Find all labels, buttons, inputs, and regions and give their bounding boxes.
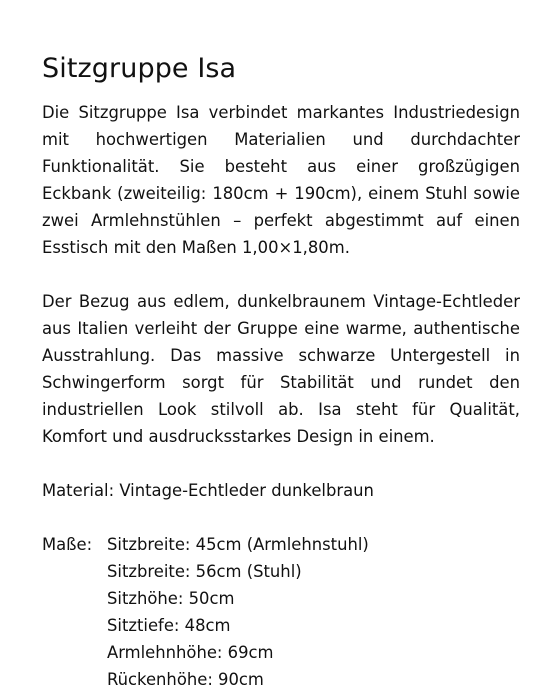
description-paragraph-1: Die Sitzgruppe Isa verbindet markantes Industriedesign mit hochwertigen Materialien und durchdachter Funktionalität. Sie besteht aus einer großzügigen Eckbank (zweiteilig: 180cm + 190cm), einem Stuhl sowie zwei Armlehnstühlen – perfekt abgestimmt auf einen Esstisch mit den Maßen 1,00×1,80m. (42, 103, 520, 257)
dimensions-label: Maße: (42, 535, 93, 554)
paragraph-spacer (42, 261, 520, 288)
dimension-item: Armlehnhöhe: 69cm (107, 643, 274, 662)
dimension-item: Rückenhöhe: 90cm (107, 670, 264, 689)
page-title: Sitzgruppe Isa (42, 53, 237, 84)
dimension-item: Sitzbreite: 45cm (Armlehnstuhl) (107, 535, 369, 554)
dimensions-list (107, 531, 369, 693)
description-paragraph-2: Der Bezug aus edlem, dunkelbraunem Vintage-Echtleder aus Italien verleiht der Gruppe eine warme, authentische Ausstrahlung. Das massive schwarze Untergestell in Schwingerform sorgt für Stabilität und rundet den industriellen Look stilvoll ab. Isa steht für Qualität, Komfort und ausdrucksstarkes Design in einem. (42, 292, 520, 446)
dimension-item: Sitztiefe: 48cm (107, 616, 231, 635)
material-line: Material: Vintage-Echtleder dunkelbraun (42, 481, 374, 500)
dimensions-block (42, 531, 520, 693)
paragraph-spacer (42, 504, 520, 531)
dimension-item: Sitzbreite: 56cm (Stuhl) (107, 562, 302, 581)
paragraph-spacer (42, 450, 520, 477)
dimension-item: Sitzhöhe: 50cm (107, 589, 235, 608)
